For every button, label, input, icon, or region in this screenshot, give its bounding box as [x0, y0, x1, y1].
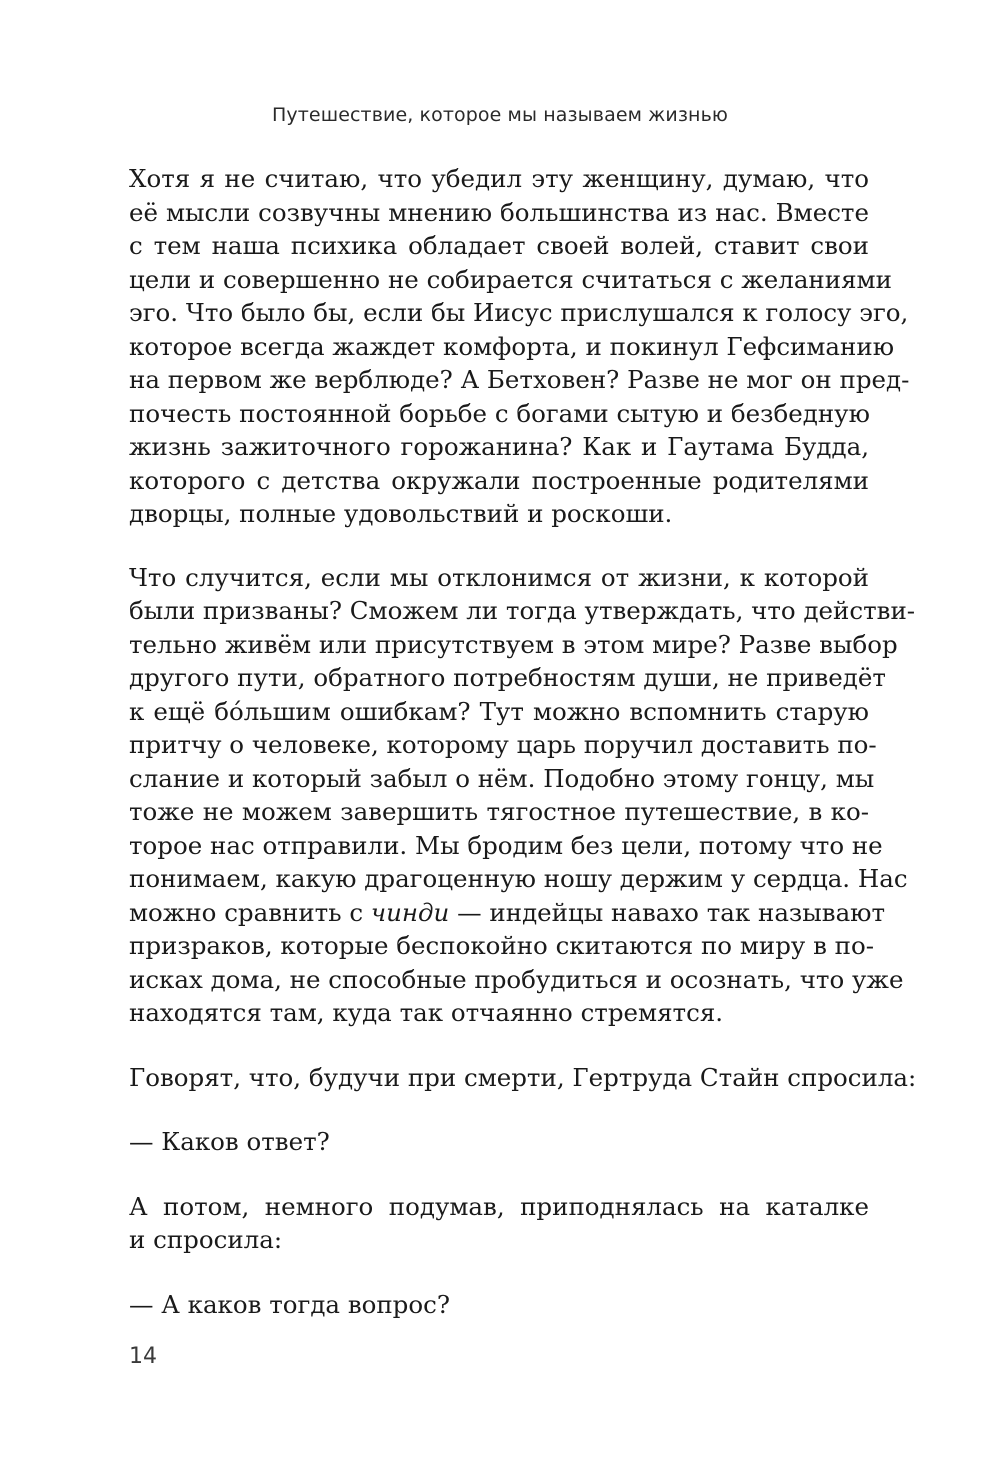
text-line: Говорят, что, будучи при смерти, Гертруда Стайн спросила: — [129, 1062, 917, 1092]
text-line: Хотя я не считаю, что убедил эту женщину, думаю, что — [129, 164, 869, 193]
text-line: её мысли созвучны мнению большинства из нас. Вместе — [129, 197, 869, 227]
text-fragment: — индейцы навахо так называют — [449, 897, 886, 927]
text-line: — Каков ответ? — [129, 1127, 330, 1156]
text-line: и спросила: — [129, 1225, 283, 1254]
text-line: слание и который забыл о нём. Подобно этому гонцу, мы — [129, 763, 875, 793]
text-line: к ещё бóльшим ошибкам? Тут можно вспомнить старую — [129, 696, 869, 726]
text-line: были призваны? Сможем ли тогда утверждать, что действи- — [129, 596, 916, 625]
paragraph — [129, 1125, 869, 1159]
text-line: тельно живём или присутствуем в этом мире? Разве выбор — [129, 629, 898, 659]
paragraph — [129, 1061, 917, 1095]
text-line — [129, 896, 886, 930]
text-line: призраков, которые беспокойно скитаются по миру в по- — [129, 931, 875, 960]
text-line: на первом же верблюде? А Бетховен? Разве не мог он пред- — [129, 365, 910, 394]
body-text — [129, 162, 917, 1321]
paragraph — [129, 1288, 869, 1322]
running-header: Путешествие, которое мы называем жизнью — [272, 104, 728, 126]
paragraph — [129, 162, 910, 531]
text-line: тоже не можем завершить тягостное путешествие, в ко- — [129, 797, 869, 826]
text-fragment: можно сравнить с — [129, 897, 371, 927]
text-line: находятся там, куда так отчаянно стремятся. — [129, 998, 724, 1027]
paragraph — [129, 1190, 869, 1257]
text-line: торое нас отправили. Мы бродим без цели, потому что не — [129, 830, 883, 860]
text-line: дворцы, полные удовольствий и роскоши. — [129, 499, 673, 528]
text-line: исках дома, не способные пробудиться и осознать, что уже — [129, 964, 904, 994]
paragraph — [129, 561, 916, 1030]
text-line: притчу о человеке, которому царь поручил доставить по- — [129, 730, 877, 759]
text-line: другого пути, обратного потребностям души, не приведёт — [129, 663, 886, 692]
text-line: почесть постоянной борьбе с богами сытую и безбедную — [129, 398, 870, 428]
text-line: цели и совершенно не собирается считаться с желаниями — [129, 264, 892, 294]
text-line: эго. Что было бы, если бы Иисус прислушался к голосу эго, — [129, 298, 909, 327]
text-line: А потом, немного подумав, приподнялась на каталке — [129, 1191, 869, 1221]
text-line: с тем наша психика обладает своей волей, ставит свои — [129, 231, 869, 260]
text-line: жизнь зажиточного горожанина? Как и Гаутама Будда, — [129, 432, 869, 461]
page-number: 14 — [129, 1344, 157, 1369]
text-line: Что случится, если мы отклонимся от жизни, к которой — [129, 562, 869, 592]
text-line: понимаем, какую драгоценную ношу держим у сердца. Нас — [129, 864, 908, 893]
italic-term: чинди — [370, 897, 450, 927]
text-line: — А каков тогда вопрос? — [129, 1289, 450, 1319]
text-line: которое всегда жаждет комфорта, и покинул Гефсиманию — [129, 331, 895, 361]
text-line: которого с детства окружали построенные родителями — [129, 465, 869, 495]
